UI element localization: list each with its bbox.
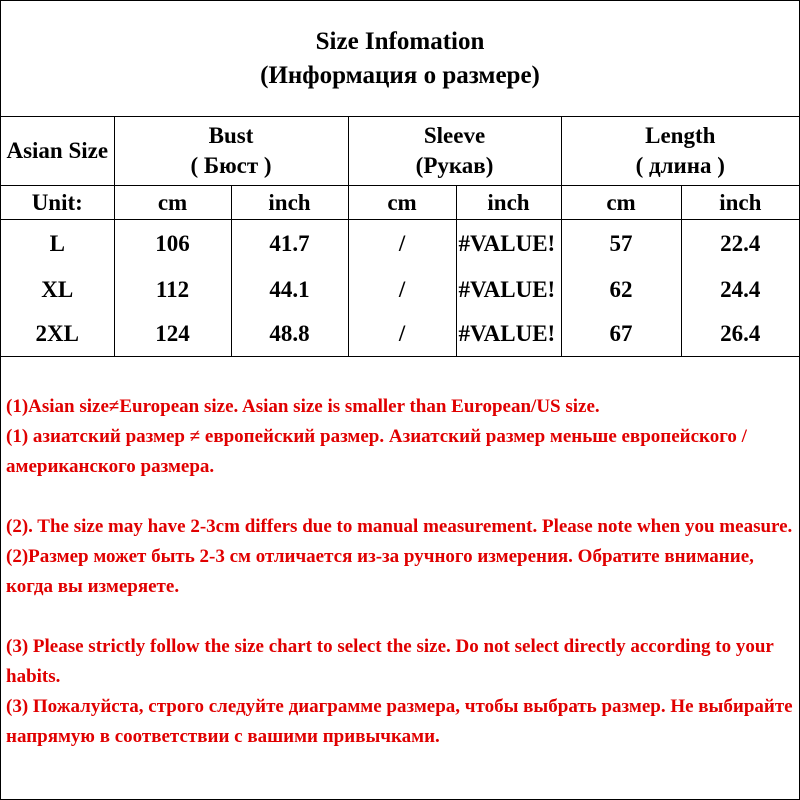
unit-cell: inch: [456, 186, 561, 220]
sleeve-cm-cell: /: [348, 312, 456, 357]
note-spacer: [6, 602, 799, 632]
note-1-en: (1)Asian size≠European size. Asian size is smaller than European/US size.: [6, 395, 600, 417]
unit-cell: cm: [114, 186, 231, 220]
header-sleeve-sub: (Рукав): [415, 153, 494, 178]
bust-cm-cell: 106: [114, 220, 231, 268]
header-bust-label: Bust: [208, 123, 254, 148]
length-cm-cell: 62: [561, 268, 681, 312]
sleeve-inch-cell: #VALUE!: [456, 312, 561, 357]
bust-cm-cell: 112: [114, 268, 231, 312]
unit-cell: inch: [681, 186, 799, 220]
note-3-ru: (3) Пожалуйста, строго следуйте диаграмме размера, чтобы выбрать размер. Не выбирайте напрямую в соответствии с вашими привычками.: [6, 695, 793, 747]
note-2-en: (2). The size may have 2-3cm differs due to manual measurement. Please note when you measure.: [6, 515, 793, 537]
page-title: Size Infomation: [315, 27, 485, 55]
header-bust: [114, 117, 348, 186]
length-inch-cell: 26.4: [681, 312, 799, 357]
table-header-row: [1, 117, 799, 186]
length-inch-cell: 24.4: [681, 268, 799, 312]
page-subtitle: (Информация о размере): [260, 61, 540, 89]
length-cm-cell: 57: [561, 220, 681, 268]
unit-label: Unit:: [1, 186, 114, 220]
sleeve-inch-cell: #VALUE!: [456, 268, 561, 312]
size-cell: XL: [1, 268, 114, 312]
sleeve-cm-cell: /: [348, 268, 456, 312]
bust-inch-cell: 41.7: [231, 220, 348, 268]
note-2-ru: (2)Размер может быть 2-3 см отличается из-за ручного измерения. Обратите внимание, когда вы измеряете.: [6, 545, 754, 597]
bust-cm-cell: 124: [114, 312, 231, 357]
header-length-sub: ( длина ): [635, 153, 725, 178]
table-row: [1, 312, 799, 357]
bust-inch-cell: 48.8: [231, 312, 348, 357]
unit-cell: inch: [231, 186, 348, 220]
sleeve-cm-cell: /: [348, 220, 456, 268]
header-bust-sub: ( Бюст ): [190, 153, 272, 178]
unit-row: [1, 186, 799, 220]
corner-cell: Asian Size: [1, 117, 114, 186]
table-row: [1, 220, 799, 268]
header-length-label: Length: [645, 123, 716, 148]
notes-section: [1, 357, 799, 752]
header-length: [561, 117, 799, 186]
header-sleeve: [348, 117, 561, 186]
size-table: [1, 117, 799, 357]
note-3-en: (3) Please strictly follow the size chart to select the size. Do not select directly according to your habits.: [6, 635, 774, 687]
title-block: [1, 1, 799, 117]
unit-cell: cm: [348, 186, 456, 220]
size-cell: 2XL: [1, 312, 114, 357]
header-sleeve-label: Sleeve: [423, 123, 486, 148]
table-row: [1, 268, 799, 312]
length-cm-cell: 67: [561, 312, 681, 357]
note-1-ru: (1) азиатский размер ≠ европейский размер. Азиатский размер меньше европейского / американского размера.: [6, 425, 747, 477]
bust-inch-cell: 44.1: [231, 268, 348, 312]
size-cell: L: [1, 220, 114, 268]
unit-cell: cm: [561, 186, 681, 220]
sleeve-inch-cell: #VALUE!: [456, 220, 561, 268]
length-inch-cell: 22.4: [681, 220, 799, 268]
note-spacer: [6, 482, 799, 512]
